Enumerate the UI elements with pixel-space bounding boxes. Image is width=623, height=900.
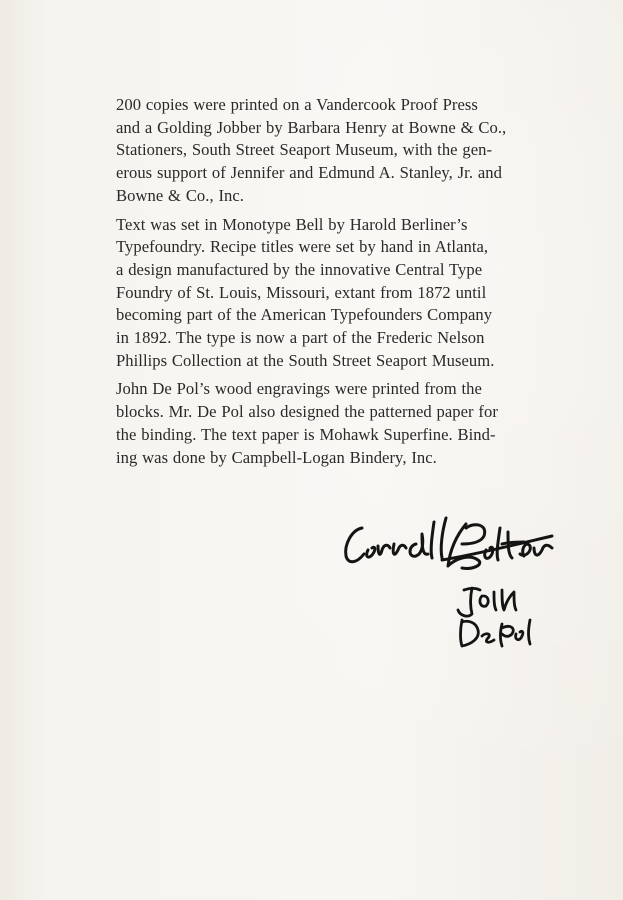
signature-1-graphic bbox=[338, 514, 558, 576]
text-line: a design manufactured by the innovative Central Type bbox=[116, 259, 483, 279]
text-line: John De Pol’s wood engravings were printed from the bbox=[116, 379, 482, 399]
signature-john-de-pol bbox=[450, 584, 540, 650]
text-line: Phillips Collection at the South Street Seaport Museum. bbox=[116, 350, 495, 370]
colophon-paragraph-printing bbox=[90, 94, 554, 208]
text-line: Foundry of St. Louis, Missouri, extant from 1872 until bbox=[116, 282, 487, 302]
text-line: Bowne & Co., Inc. bbox=[116, 185, 245, 205]
signature-carroll-bolton bbox=[338, 514, 558, 576]
text-line: Text was set in Monotype Bell by Harold Berliner’s bbox=[116, 214, 468, 234]
text-line: in 1892. The type is now a part of the Frederic Nelson bbox=[116, 328, 485, 348]
text-line: the binding. The text paper is Mohawk Superfine. Bind- bbox=[116, 424, 496, 444]
text-line: Stationers, South Street Seaport Museum, with the gen- bbox=[116, 140, 493, 160]
text-line: erous support of Jennifer and Edmund A. Stanley, Jr. and bbox=[116, 163, 502, 183]
text-line: and a Golding Jobber by Barbara Henry at Bowne & Co., bbox=[116, 117, 507, 137]
colophon-text bbox=[90, 94, 554, 475]
colophon-paragraph-engravings bbox=[90, 378, 554, 469]
text-line: blocks. Mr. De Pol also designed the patterned paper for bbox=[116, 402, 498, 422]
signature-2-graphic bbox=[450, 584, 540, 650]
text-line: ing was done by Campbell-Logan Bindery, Inc. bbox=[116, 447, 437, 467]
text-line: becoming part of the American Typefounders Company bbox=[116, 305, 493, 325]
text-line: Typefoundry. Recipe titles were set by hand in Atlanta, bbox=[116, 237, 489, 257]
text-line: 200 copies were printed on a Vandercook Proof Press bbox=[116, 95, 478, 114]
colophon-paragraph-type bbox=[90, 214, 554, 373]
